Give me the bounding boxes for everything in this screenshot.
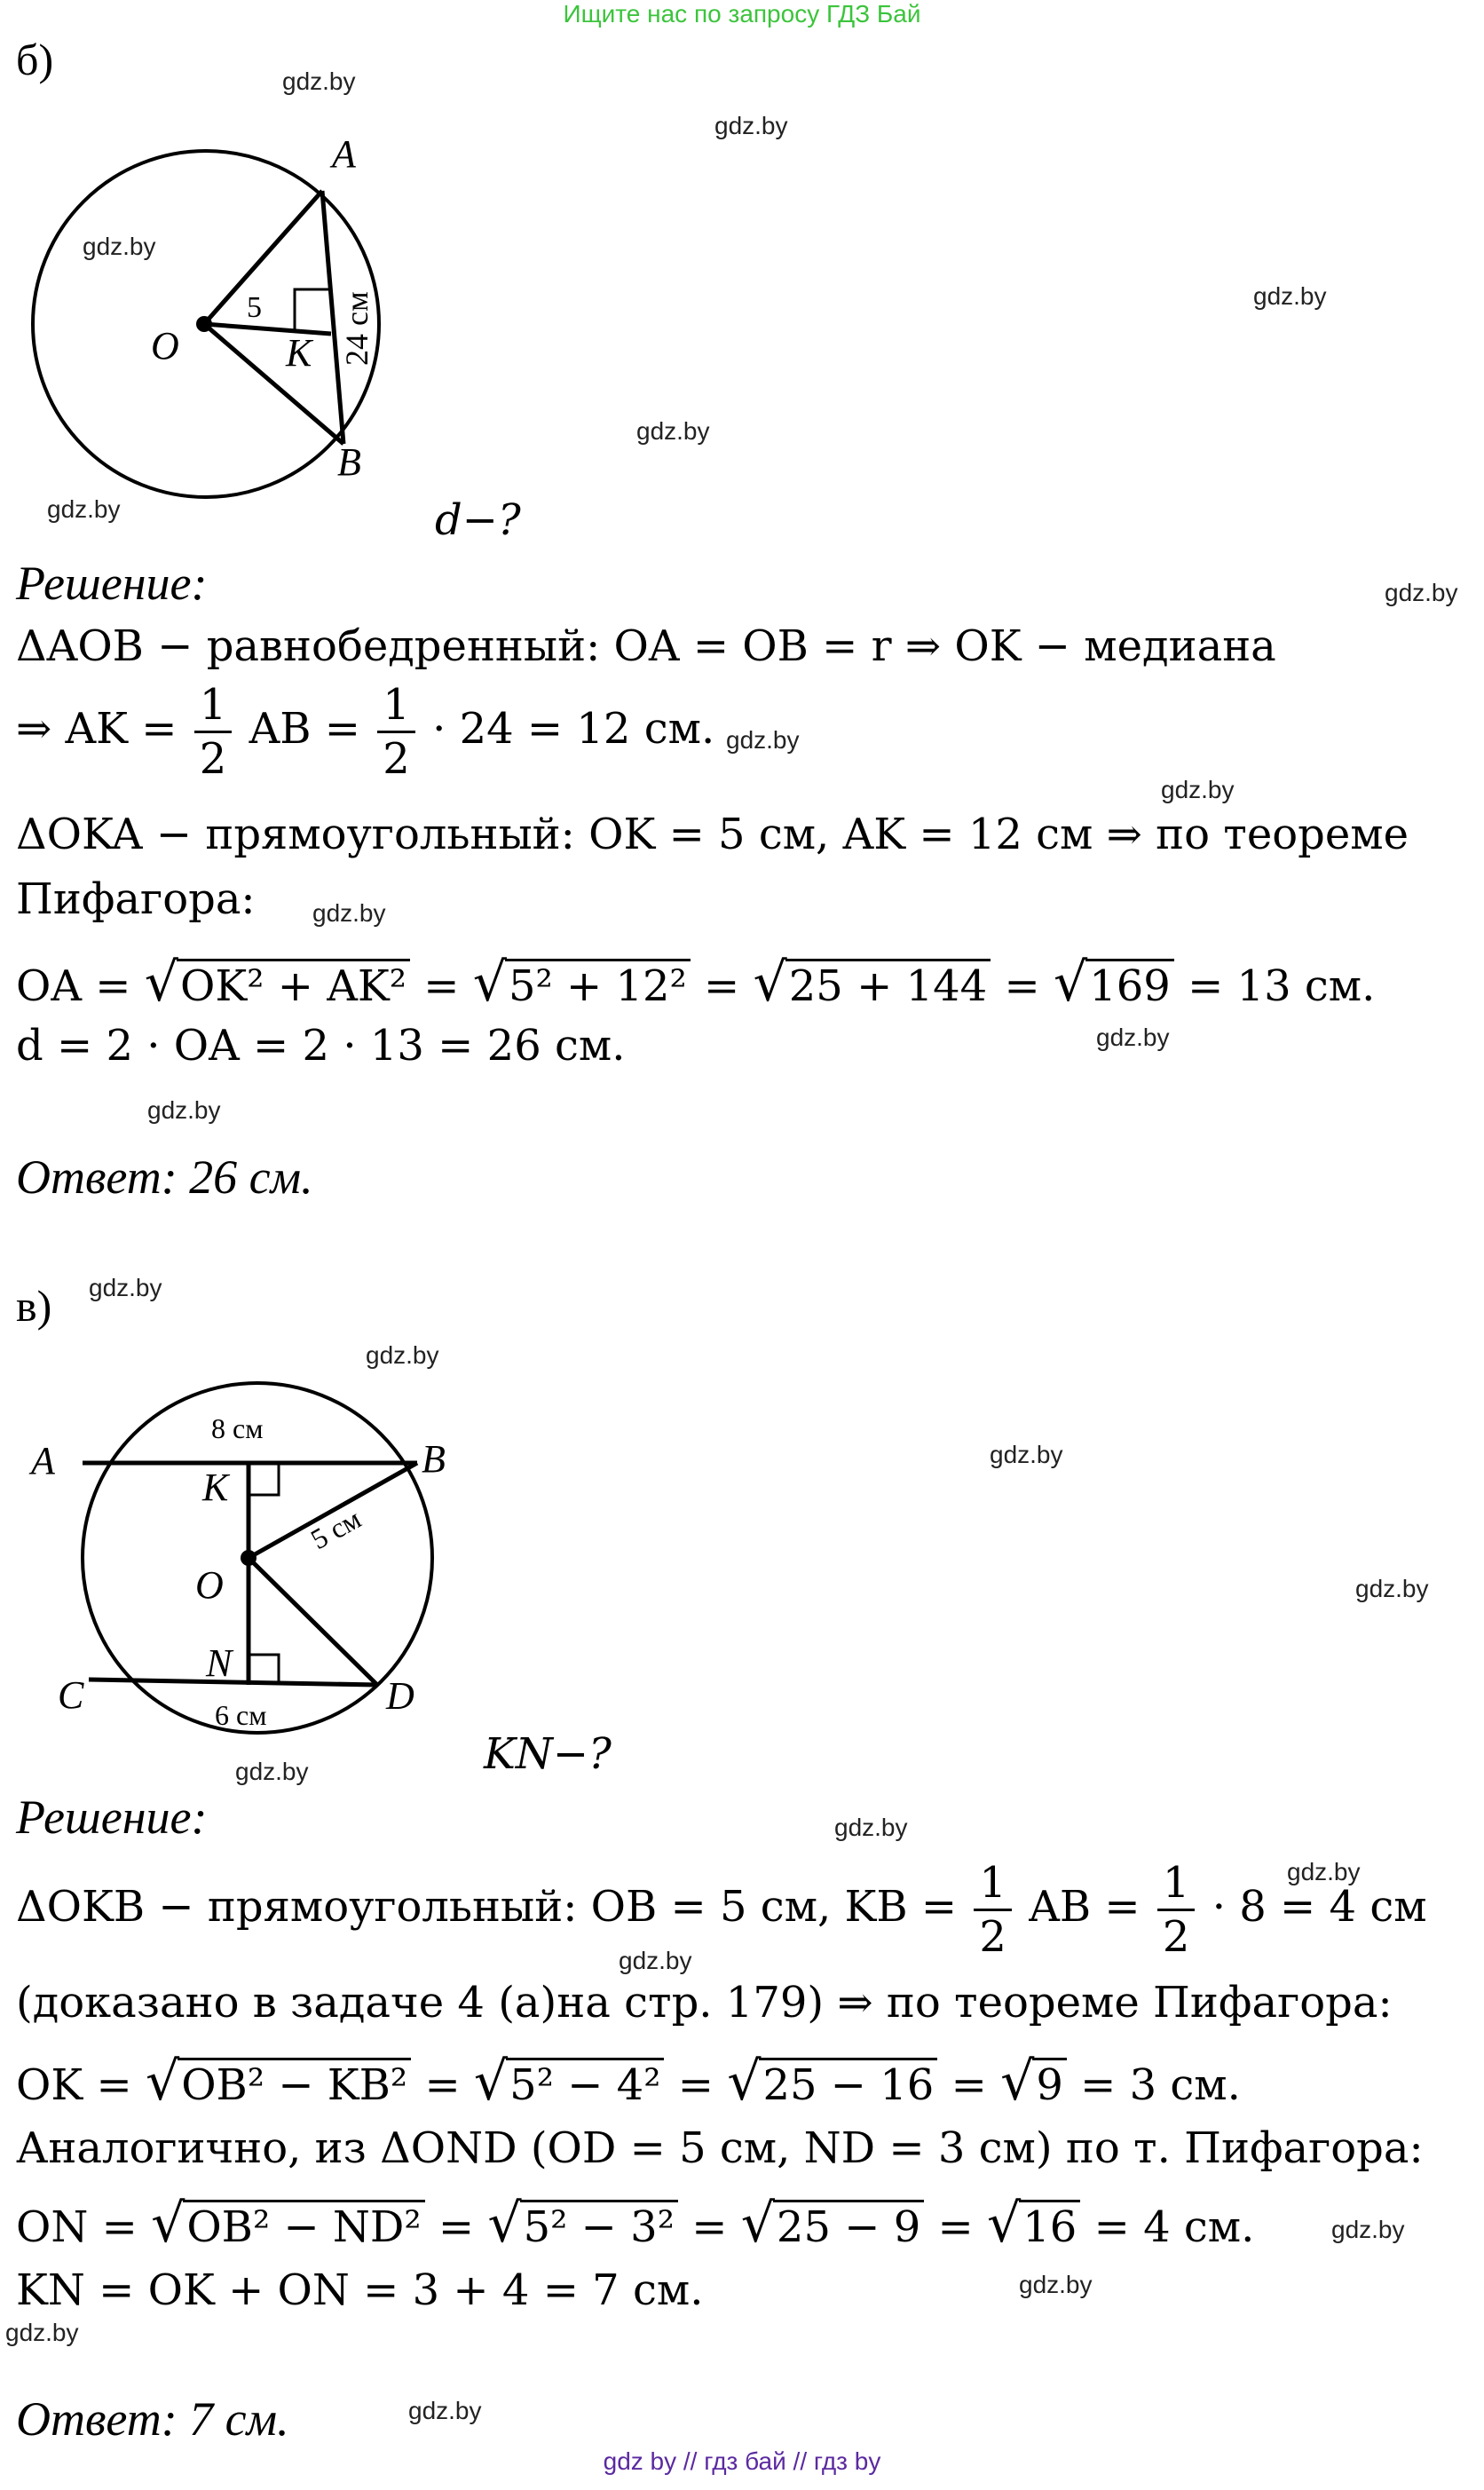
watermark: gdz.by xyxy=(1096,1024,1170,1051)
fraction-half: $\frac{1}{2}$ xyxy=(377,679,415,785)
part-v-label: в) xyxy=(16,1281,52,1331)
sqrt-4: 9 xyxy=(1032,2058,1067,2110)
watermark: gdz.by xyxy=(312,899,386,927)
part-b-label: б) xyxy=(16,35,54,84)
solution-heading-b: Решение: xyxy=(16,557,208,610)
watermark: gdz.by xyxy=(408,2397,482,2424)
segment-od xyxy=(249,1558,377,1685)
footer-links[interactable]: gdz by // гдз бай // гдз by xyxy=(603,2447,881,2475)
watermark: gdz.by xyxy=(714,112,788,139)
sqrt-4: 169 xyxy=(1085,959,1174,1011)
answer-b: Ответ: 26 см. xyxy=(16,1150,313,1204)
figure-v xyxy=(0,1349,462,1758)
sqrt-1: OB² − KB² xyxy=(178,2058,411,2110)
watermark: gdz.by xyxy=(83,233,156,260)
watermark: gdz.by xyxy=(726,726,800,754)
v-line2: (доказано в задаче 4 (а)на стр. 179) ⇒ по теореме Пифагора: xyxy=(16,1978,1393,2028)
watermark: gdz.by xyxy=(5,2319,79,2346)
b-line4: Пифагора: xyxy=(16,874,256,924)
question-v: KN−? xyxy=(484,1729,612,1779)
label-b: B xyxy=(337,440,361,484)
watermark: gdz.by xyxy=(282,67,356,95)
watermark: gdz.by xyxy=(147,1096,221,1124)
fraction-half: $\frac{1}{2}$ xyxy=(974,1857,1012,1963)
sqrt-1: OB² − ND² xyxy=(183,2200,424,2252)
watermark: gdz.by xyxy=(47,495,121,523)
label-ok: 5 xyxy=(247,291,262,324)
watermark: gdz.by xyxy=(636,417,710,445)
watermark: gdz.by xyxy=(1331,2216,1405,2243)
label-cd-length: 6 см xyxy=(215,1699,267,1731)
v-line3: OK = √OB² − KB² = √5² − 4² = √25 − 16 = √9 = 3 см. xyxy=(16,2051,1241,2113)
figure-b xyxy=(0,124,408,506)
label-a: A xyxy=(31,1439,55,1482)
sqrt-2: 5² + 12² xyxy=(505,959,691,1011)
watermark: gdz.by xyxy=(834,1814,908,1841)
label-k: K xyxy=(286,331,312,375)
v-line1: ΔOKB − прямоугольный: OB = 5 см, KB = $\frac{1}{2}$ AB = $\frac{1}{2}$ · 8 = 4 см xyxy=(16,1858,1427,1962)
question-b: d−? xyxy=(435,495,521,545)
point-o xyxy=(196,316,212,332)
label-ab-length: 24 см xyxy=(339,291,375,366)
watermark: gdz.by xyxy=(1287,1858,1361,1885)
b-line3: ΔOKA − прямоугольный: OK = 5 см, AK = 12 см ⇒ по теореме xyxy=(16,810,1409,859)
watermark: gdz.by xyxy=(619,1947,692,1974)
right-angle-k xyxy=(295,289,328,330)
v-line4: Аналогично, из ΔOND (OD = 5 см, ND = 3 см) по т. Пифагора: xyxy=(16,2123,1424,2173)
watermark: gdz.by xyxy=(990,1441,1063,1468)
segment-ok xyxy=(204,324,331,334)
sqrt-2: 5² − 4² xyxy=(506,2058,664,2110)
chord-cd xyxy=(89,1680,377,1685)
point-o xyxy=(241,1550,257,1566)
right-angle-n xyxy=(249,1655,279,1684)
label-b: B xyxy=(422,1437,446,1481)
watermark: gdz.by xyxy=(1253,282,1327,310)
sqrt-4: 16 xyxy=(1019,2200,1080,2252)
fraction-half: $\frac{1}{2}$ xyxy=(194,679,233,785)
watermark: gdz.by xyxy=(1385,579,1458,606)
watermark: gdz.by xyxy=(235,1758,309,1785)
label-o: O xyxy=(151,324,179,368)
sqrt-2: 5² − 3² xyxy=(520,2200,678,2252)
watermark: gdz.by xyxy=(1019,2271,1093,2298)
sqrt-3: 25 − 16 xyxy=(759,2058,937,2110)
watermark: gdz.by xyxy=(366,1341,439,1369)
label-ab-length: 8 см xyxy=(211,1412,264,1444)
sqrt-1: OK² + AK² xyxy=(177,959,410,1011)
watermark: gdz.by xyxy=(1355,1575,1429,1602)
v-line5: ON = √OB² − ND² = √5² − 3² = √25 − 9 = √16 = 4 см. xyxy=(16,2193,1255,2255)
b-line5: OA = √OK² + AK² = √5² + 12² = √25 + 144 = √169 = 13 см. xyxy=(16,952,1376,1014)
answer-v: Ответ: 7 см. xyxy=(16,2392,289,2446)
segment-oa xyxy=(204,191,322,324)
watermark: gdz.by xyxy=(89,1274,162,1301)
right-angle-k xyxy=(249,1465,279,1495)
sqrt-3: 25 + 144 xyxy=(785,959,991,1011)
label-k: K xyxy=(202,1466,229,1509)
label-o: O xyxy=(195,1563,224,1607)
fraction-half: $\frac{1}{2}$ xyxy=(1157,1857,1196,1963)
label-n: N xyxy=(206,1641,233,1685)
label-a: A xyxy=(332,132,356,176)
b-line1: ΔAOB − равнобедренный: OA = OB = r ⇒ OK − медиана xyxy=(16,621,1276,671)
top-banner[interactable]: Ищите нас по запросу ГДЗ Бай xyxy=(563,0,921,28)
label-d: D xyxy=(386,1674,414,1718)
label-ob-length: 5 см xyxy=(304,1502,367,1556)
watermark: gdz.by xyxy=(1161,776,1235,803)
sqrt-3: 25 − 9 xyxy=(773,2200,924,2252)
v-line6: KN = OK + ON = 3 + 4 = 7 см. xyxy=(16,2265,704,2315)
label-c: C xyxy=(58,1673,84,1717)
b-line2: ⇒ AK = $\frac{1}{2}$ AB = $\frac{1}{2}$ · 24 = 12 см. xyxy=(16,680,715,784)
segment-ob xyxy=(204,324,343,444)
solution-heading-v: Решение: xyxy=(16,1790,208,1844)
b-line6: d = 2 · OA = 2 · 13 = 26 см. xyxy=(16,1021,626,1071)
